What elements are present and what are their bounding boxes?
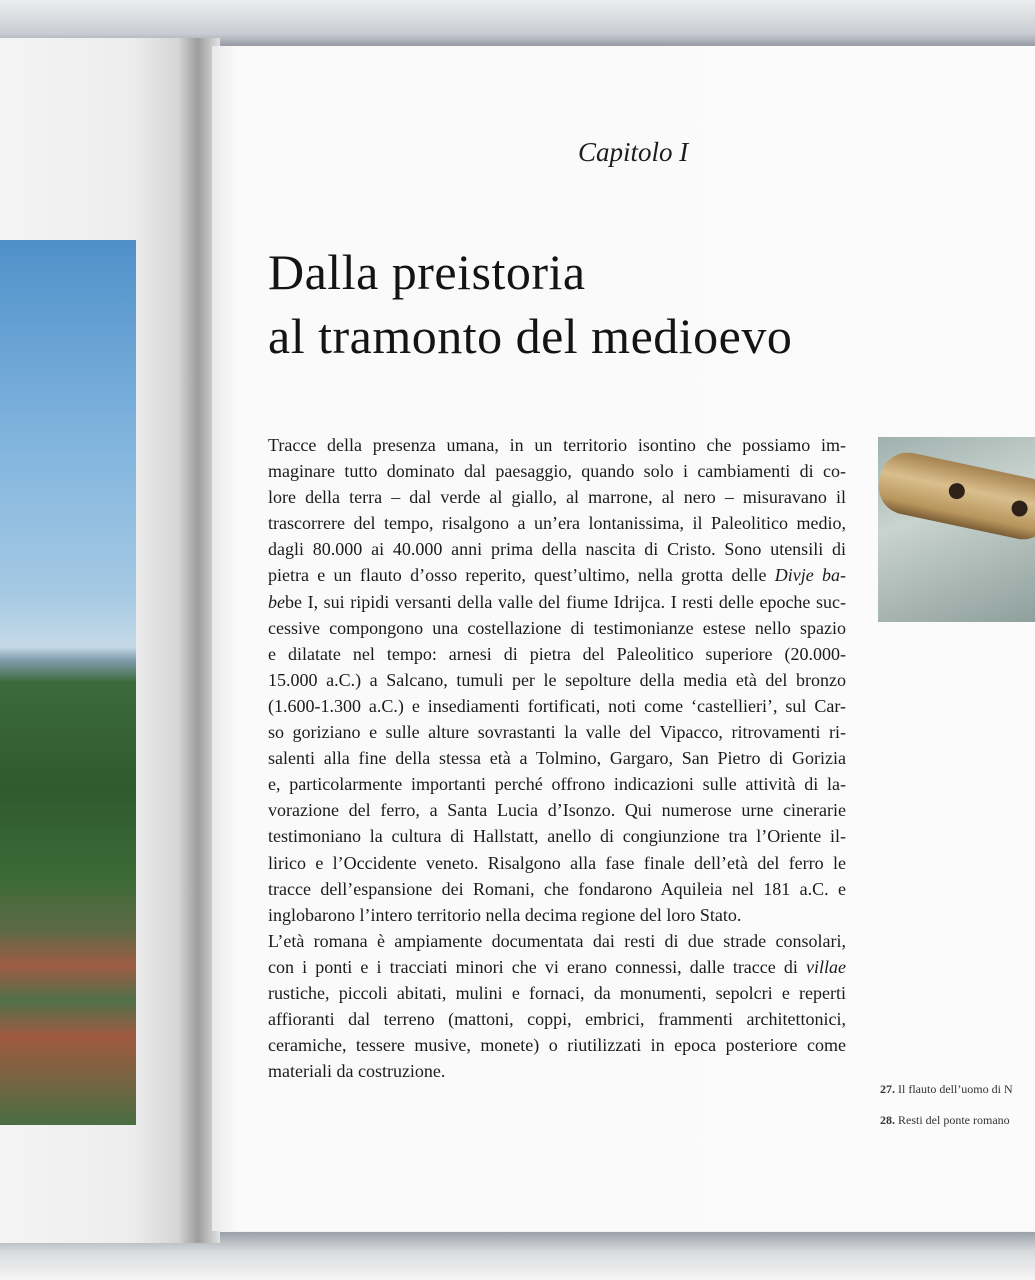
text-line: e dilatate nel tempo: arnesi di pietra del Paleolitico superiore (20.000- <box>268 643 846 664</box>
text-line: rustiche, piccoli abitati, mulini e fornaci, da monumenti, sepolcri e reperti <box>268 982 846 1003</box>
text-line: Tracce della presenza umana, in un territorio isontino che possiamo im- <box>268 435 846 455</box>
text-line: trascorrere del tempo, risalgono a un’era lontanissima, il Paleolitico medio, <box>268 513 846 534</box>
text-line: (1.600-1.300 a.C.) e insediamenti fortificati, noti come ‘castellieri’, sul Car- <box>268 695 846 716</box>
chapter-label: Capitolo I <box>578 137 689 167</box>
text-line: dagli 80.000 ai 40.000 anni prima della nascita di Cristo. Sono utensili di <box>268 539 846 560</box>
flute-hole <box>947 482 966 501</box>
text-line: testimoniano la cultura di Hallstatt, anello di congiunzione tra l’Oriente il- <box>268 826 846 847</box>
caption-text: Il flauto dell’uomo di N <box>898 1082 1013 1096</box>
text-line: materiali da costruzione. <box>268 1061 446 1082</box>
text-line: lirico e l’Occidente veneto. Risalgono alla fase finale dell’età del ferro le <box>268 852 846 873</box>
text-segment: be I, sui ripidi versanti della valle del fiume Idrijca. I resti delle epoche suc- <box>285 591 846 612</box>
text-line: inglobarono l’intero territorio nella decima regione del loro Stato. <box>268 904 742 925</box>
title-line: al tramonto del medioevo <box>268 308 793 364</box>
body-text <box>268 432 846 1084</box>
caption-number: 28. <box>880 1113 895 1127</box>
caption-27 <box>880 1082 1013 1097</box>
flute-hole <box>1010 499 1029 518</box>
italic-term: be <box>268 591 285 612</box>
caption-number: 27. <box>880 1082 895 1096</box>
text-line: lore della terra – dal verde al giallo, al marrone, al nero – misuravano il <box>268 487 846 508</box>
text-line: affioranti dal terreno (mattoni, coppi, embrici, frammenti architettonici, <box>268 1009 846 1030</box>
text-line: so goriziano e sulle alture sovrastanti la valle del Vipacco, ritrovamenti ri- <box>268 722 846 743</box>
text-line: cessive compongono una costellazione di testimonianze estese nello spazio <box>268 617 846 638</box>
text-line: 15.000 a.C.) a Salcano, tumuli per le sepolture della media età del bronzo <box>268 669 846 690</box>
bone-flute <box>878 447 1035 544</box>
text-line <box>268 589 846 615</box>
italic-term: Divje ba- <box>774 565 846 586</box>
title-line: Dalla preistoria <box>268 244 586 300</box>
chapter-title <box>268 240 792 368</box>
bone-flute-photo <box>878 437 1035 622</box>
text-line: tracce dell’espansione dei Romani, che fondarono Aquileia nel 181 a.C. e <box>268 878 846 899</box>
text-line <box>268 954 846 980</box>
caption-28 <box>880 1113 1010 1128</box>
landscape-photo <box>0 240 136 1125</box>
text-line: ceramiche, tessere musive, monete) o riutilizzati in epoca posteriore come <box>268 1035 846 1056</box>
text-segment: pietra e un flauto d’osso reperito, quest’ultimo, nella grotta delle <box>268 565 775 586</box>
text-line <box>268 562 846 588</box>
text-line: e, particolarmente importanti perché offrono indicazioni sulle attività di la- <box>268 774 846 795</box>
text-line: salenti alla fine della stessa età a Tolmino, Gargaro, San Pietro di Gorizia <box>268 748 846 769</box>
text-line: L’età romana è ampiamente documentata dai resti di due strade consolari, <box>268 930 846 951</box>
caption-text: Resti del ponte romano <box>898 1113 1010 1127</box>
text-line: maginare tutto dominato dal paesaggio, quando solo i cambiamenti di co- <box>268 461 846 482</box>
italic-term: villae <box>806 956 846 977</box>
text-line: vorazione del ferro, a Santa Lucia d’Isonzo. Qui numerose urne cinerarie <box>268 800 846 821</box>
text-segment: con i ponti e i tracciati minori che vi erano connessi, dalle tracce di <box>268 956 807 977</box>
